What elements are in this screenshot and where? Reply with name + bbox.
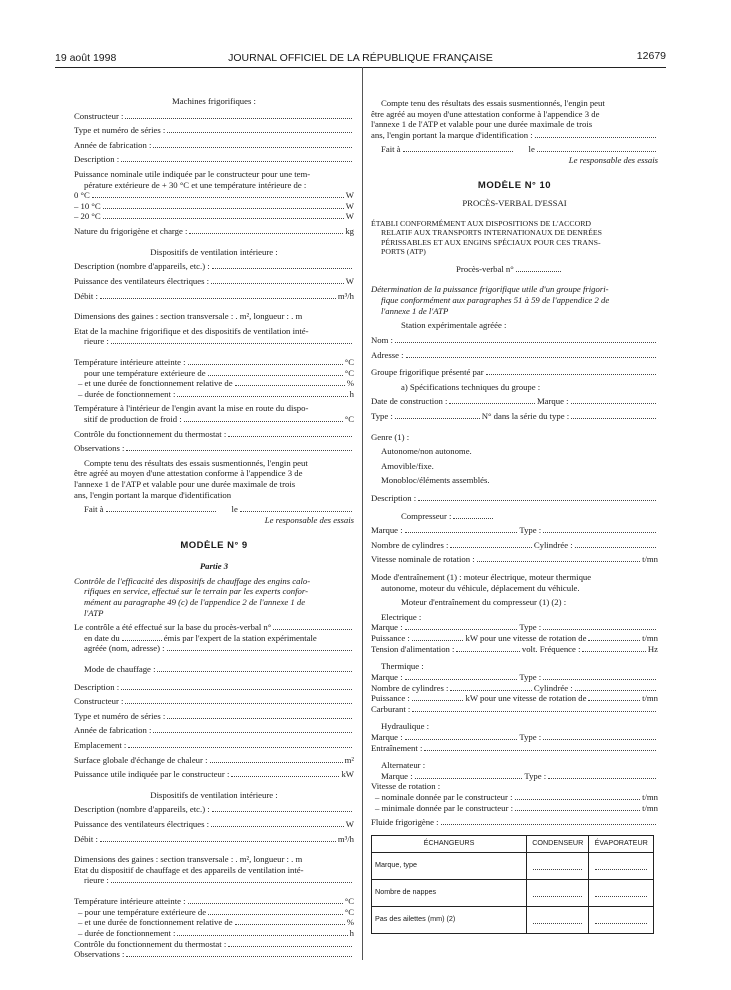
field-description-2: Description : — [74, 682, 354, 693]
table-row — [372, 852, 654, 879]
field-vitesse-nom: Vitesse nominale de rotation : t/mn — [371, 554, 658, 565]
field-nominale: – nominale donnée par le constructeur : t/mn — [375, 792, 658, 802]
table-row — [372, 906, 654, 933]
r-compte-line-1: Compte tenu des résultats des essais susmentionnés, l'engin peut — [381, 98, 605, 108]
vitesse-rot-title: Vitesse de rotation : — [371, 781, 441, 792]
field-description: Description : — [74, 154, 354, 165]
etat-chauff-line-2: rieure : — [74, 875, 354, 886]
field-carburant: Carburant : — [371, 704, 658, 715]
pv-essai-title: PROCÈS-VERBAL D'ESSAI — [462, 198, 567, 209]
field-t0: 0 °C W — [74, 190, 354, 201]
compte-line-1: Compte tenu des résultats des essais susmentionnés, l'engin peut — [84, 457, 308, 468]
etat-chauff-line-1: Etat du dispositif de chauffage et des appareils de ventilation inté- — [74, 864, 304, 875]
compte-line-4: ans, l'engin portant la marque d'identification — [74, 489, 232, 500]
field-nom: Nom : — [371, 335, 658, 346]
field-temp-atteinte-2: Température intérieure atteinte : °C — [74, 896, 354, 907]
echangeurs-table — [371, 835, 654, 934]
header-rule — [55, 67, 666, 68]
modele-10-title: MODÈLE N° 10 — [477, 179, 552, 191]
left-column — [74, 96, 354, 960]
field-debit: Débit : m³/h — [74, 290, 354, 301]
field-description-r: Description : — [371, 493, 658, 504]
field-observations-2: Observations : — [74, 949, 354, 960]
r-compte-line-2: être agréé au moyen d'une attestation conforme à l'appendice 3 de — [371, 108, 600, 119]
machines-title: Machines frigorifiques : — [172, 96, 256, 106]
genre-amovible: Amovible/fixe. — [381, 460, 434, 471]
field-controle-thermostat-2: Contrôle du fonctionnement du thermostat : — [74, 939, 354, 950]
field-t10: – 10 °C W — [74, 200, 354, 211]
field-therm-cyl: Nombre de cylindres : Cylindrée : — [371, 683, 658, 694]
field-temp-atteinte: Température intérieure atteinte : °C — [74, 356, 354, 367]
table-header-evaporateur: ÉVAPORATEUR — [589, 835, 654, 852]
etat-line-1: Etat de la machine frigorifique et des dispositifs de ventilation inté- — [74, 325, 309, 336]
controle-eff-line-4: l'ATP — [84, 607, 104, 618]
etabli-line-2: RELATIF AUX TRANSPORTS INTERNATIONAUX DE DENRÉES — [381, 228, 602, 238]
field-observations: Observations : — [74, 443, 354, 454]
table-row-label: Pas des ailettes (mm) (2) — [375, 914, 456, 924]
field-dimensions-2: Dimensions des gaines : section transversale : . m², longueur : . m — [74, 854, 303, 865]
field-controle-thermostat: Contrôle du fonctionnement du thermostat : — [74, 429, 354, 440]
table-row — [372, 879, 654, 906]
field-puissance-vent: Puissance des ventilateurs électriques : W — [74, 275, 354, 286]
field-mode-chauffage: Mode de chauffage : — [74, 664, 354, 675]
field-therm-marque-type: Marque : Type : — [371, 672, 658, 683]
puissance-line-2: pérature extérieure de + 30 °C et une température intérieure de : — [84, 179, 307, 190]
field-desc-nombre: Description (nombre d'appareils, etc.) : — [74, 261, 354, 272]
table-row-label: Nombre de nappes — [375, 887, 437, 897]
column-divider — [362, 67, 363, 960]
compte-line-3: l'annexe 1 de l'ATP et valable pour une durée maximale de trois — [74, 479, 296, 490]
table-header-condenseur: CONDENSEUR — [527, 835, 589, 852]
field-minimale: – minimale donnée par le constructeur : t/mn — [375, 802, 658, 813]
r-compte-line-4: ans, l'engin portant la marque d'identification : — [371, 130, 658, 141]
field-type-series-2: Type et numéro de séries : — [74, 711, 354, 722]
field-duree-fonct-2: – et une durée de fonctionnement relative de % — [78, 917, 354, 928]
responsable-signature: Le responsable des essais — [264, 514, 354, 525]
alternateur-title: Alternateur : — [381, 760, 426, 771]
field-constructeur: Constructeur : — [74, 111, 354, 122]
field-alt-marque-type: Marque : Type : — [371, 771, 658, 782]
field-puissance-vent-2: Puissance des ventilateurs électriques : W — [74, 819, 354, 830]
field-tension: Tension d'alimentation : volt. Fréquence : Hz — [371, 643, 658, 654]
ventil-title-2: Dispositifs de ventilation intérieure : — [150, 789, 278, 800]
field-groupe-presente: Groupe frigorifique présenté par — [371, 367, 658, 378]
r-fait-a-line: Fait à le — [371, 144, 658, 155]
modele-9-title: MODÈLE N° 9 — [180, 539, 248, 551]
field-date-constr: Date de construction : Marque : — [371, 396, 658, 407]
field-desc-nombre-2: Description (nombre d'appareils, etc.) : — [74, 804, 354, 815]
r-compte-line-3: l'annexe 1 de l'ATP et valable pour une durée maximale de trois — [371, 119, 593, 130]
table-row-label: Marque, type — [375, 860, 417, 870]
compresseur-title: Compresseur : — [371, 511, 658, 522]
compte-line-2: être agréé au moyen d'une attestation conforme à l'appendice 3 de — [74, 468, 303, 479]
genre-monobloc: Monobloc/éléments assemblés. — [381, 475, 490, 486]
puissance-line-1: Puissance nominale utile indiquée par le constructeur pour une tem- — [74, 169, 311, 180]
field-duree-fonct: – et une durée de fonctionnement relative de % — [78, 378, 354, 389]
genre-title: Genre (1) : — [371, 431, 410, 442]
fait-a-line: Fait à le — [74, 504, 354, 515]
mode-entr-line-2: autonome, moteur du véhicule, déplacement du véhicule. — [381, 582, 580, 593]
field-nature: Nature du frigorigène et charge : kg — [74, 226, 354, 237]
base-line-2: en date du émis par l'expert de la station expérimentale — [84, 632, 317, 643]
electrique-title: Electrique : — [381, 611, 422, 622]
field-nombre-cyl: Nombre de cylindres : Cylindrée : — [371, 540, 658, 551]
field-fluide: Fluide frigorigène : — [371, 817, 658, 828]
thermique-title: Thermique : — [381, 661, 424, 672]
page-header — [55, 50, 666, 66]
base-line-1: Le contrôle a été effectué sur la base du procès-verbal n° — [74, 622, 354, 633]
table-header-echangeurs: ÉCHANGEURS — [372, 835, 527, 852]
header-page-number: 12679 — [636, 50, 666, 62]
field-pour-temp: pour une température extérieure de °C — [84, 367, 354, 378]
field-elec-marque-type: Marque : Type : — [371, 622, 658, 633]
temp-int-line-2: sitif de production de froid : °C — [84, 414, 354, 425]
etat-line-2: rieure : — [74, 336, 354, 347]
specs-title: a) Spécifications techniques du groupe : — [401, 381, 541, 392]
determ-line-2: fique conformément aux paragraphes 51 à 59 de l'appendice 2 de — [381, 295, 610, 306]
controle-eff-line-3: mément au paragraphe 49 (c) de l'appendice 2 de l'annexe 1 de — [84, 596, 306, 607]
genre-autonome: Autonome/non autonome. — [381, 446, 472, 457]
hydraulique-title: Hydraulique : — [381, 721, 430, 732]
field-pv-no: Procès-verbal n° — [371, 264, 658, 275]
temp-int-line-1: Température à l'intérieur de l'engin avant la mise en route du dispo- — [74, 403, 309, 414]
controle-eff-line-1: Contrôle de l'efficacité des dispositifs de chauffage des engins calo- — [74, 575, 311, 586]
determ-line-1: Détermination de la puissance frigorifique utile d'un groupe frigori- — [371, 284, 609, 295]
r-responsable-signature: Le responsable des essais — [568, 155, 658, 166]
field-puissance-utile: Puissance utile indiquée par le constructeur : kW — [74, 769, 354, 780]
field-annee: Année de fabrication : — [74, 140, 354, 151]
field-entrainement: Entraînement : — [371, 743, 658, 754]
header-date: 19 août 1998 — [55, 52, 117, 64]
field-elec-puissance: Puissance : kW pour une vitesse de rotation de t/mn — [371, 633, 658, 644]
field-surface: Surface globale d'échange de chaleur : m² — [74, 754, 354, 765]
field-adresse: Adresse : — [371, 350, 658, 361]
field-debit-2: Débit : m³/h — [74, 833, 354, 844]
mode-entr-line-1: Mode d'entraînement (1) : moteur électrique, moteur thermique — [371, 572, 592, 583]
header-journal-title: JOURNAL OFFICIEL DE LA RÉPUBLIQUE FRANÇAISE — [228, 52, 493, 64]
etabli-line-3: PÉRISSABLES ET AUX ENGINS SPÉCIAUX POUR CES TRANS- — [381, 237, 601, 247]
field-dimensions: Dimensions des gaines : section transversale : . m², longueur : . m — [74, 311, 303, 322]
field-comp-marque-type: Marque : Type : — [371, 525, 658, 536]
etabli-line-4: PORTS (ATP) — [381, 247, 426, 257]
field-t20: – 20 °C W — [74, 211, 354, 222]
partie-3-title: Partie 3 — [199, 561, 229, 572]
field-type-series: Type et numéro de séries : — [74, 125, 354, 136]
etabli-line-1: ÉTABLI CONFORMÉMENT AUX DISPOSITIONS DE L'ACCORD — [371, 218, 592, 228]
field-constructeur-2: Constructeur : — [74, 696, 354, 707]
field-therm-puissance: Puissance : kW pour une vitesse de rotation de t/mn — [371, 693, 658, 704]
field-hydr-marque-type: Marque : Type : — [371, 732, 658, 743]
controle-eff-line-2: rifiques en service, effectué sur le terrain par les experts confor- — [84, 586, 308, 597]
base-line-3: agréée (nom, adresse) : — [74, 643, 354, 654]
field-duree-2: – durée de fonctionnement : h — [78, 927, 354, 938]
station-title: Station expérimentale agréée : — [401, 320, 507, 331]
determ-line-3: l'annexe 1 de l'ATP — [381, 305, 449, 316]
right-column — [371, 98, 658, 934]
field-emplacement: Emplacement : — [74, 740, 354, 751]
field-duree: – durée de fonctionnement : h — [78, 388, 354, 399]
field-annee-2: Année de fabrication : — [74, 725, 354, 736]
field-type-no-serie: Type : N° dans la série du type : — [371, 411, 658, 422]
ventil-title: Dispositifs de ventilation intérieure : — [150, 246, 278, 257]
moteur-entr-title: Moteur d'entraînement du compresseur (1) (2) : — [401, 597, 567, 608]
field-pour-temp-2: – pour une température extérieure de °C — [78, 906, 354, 917]
